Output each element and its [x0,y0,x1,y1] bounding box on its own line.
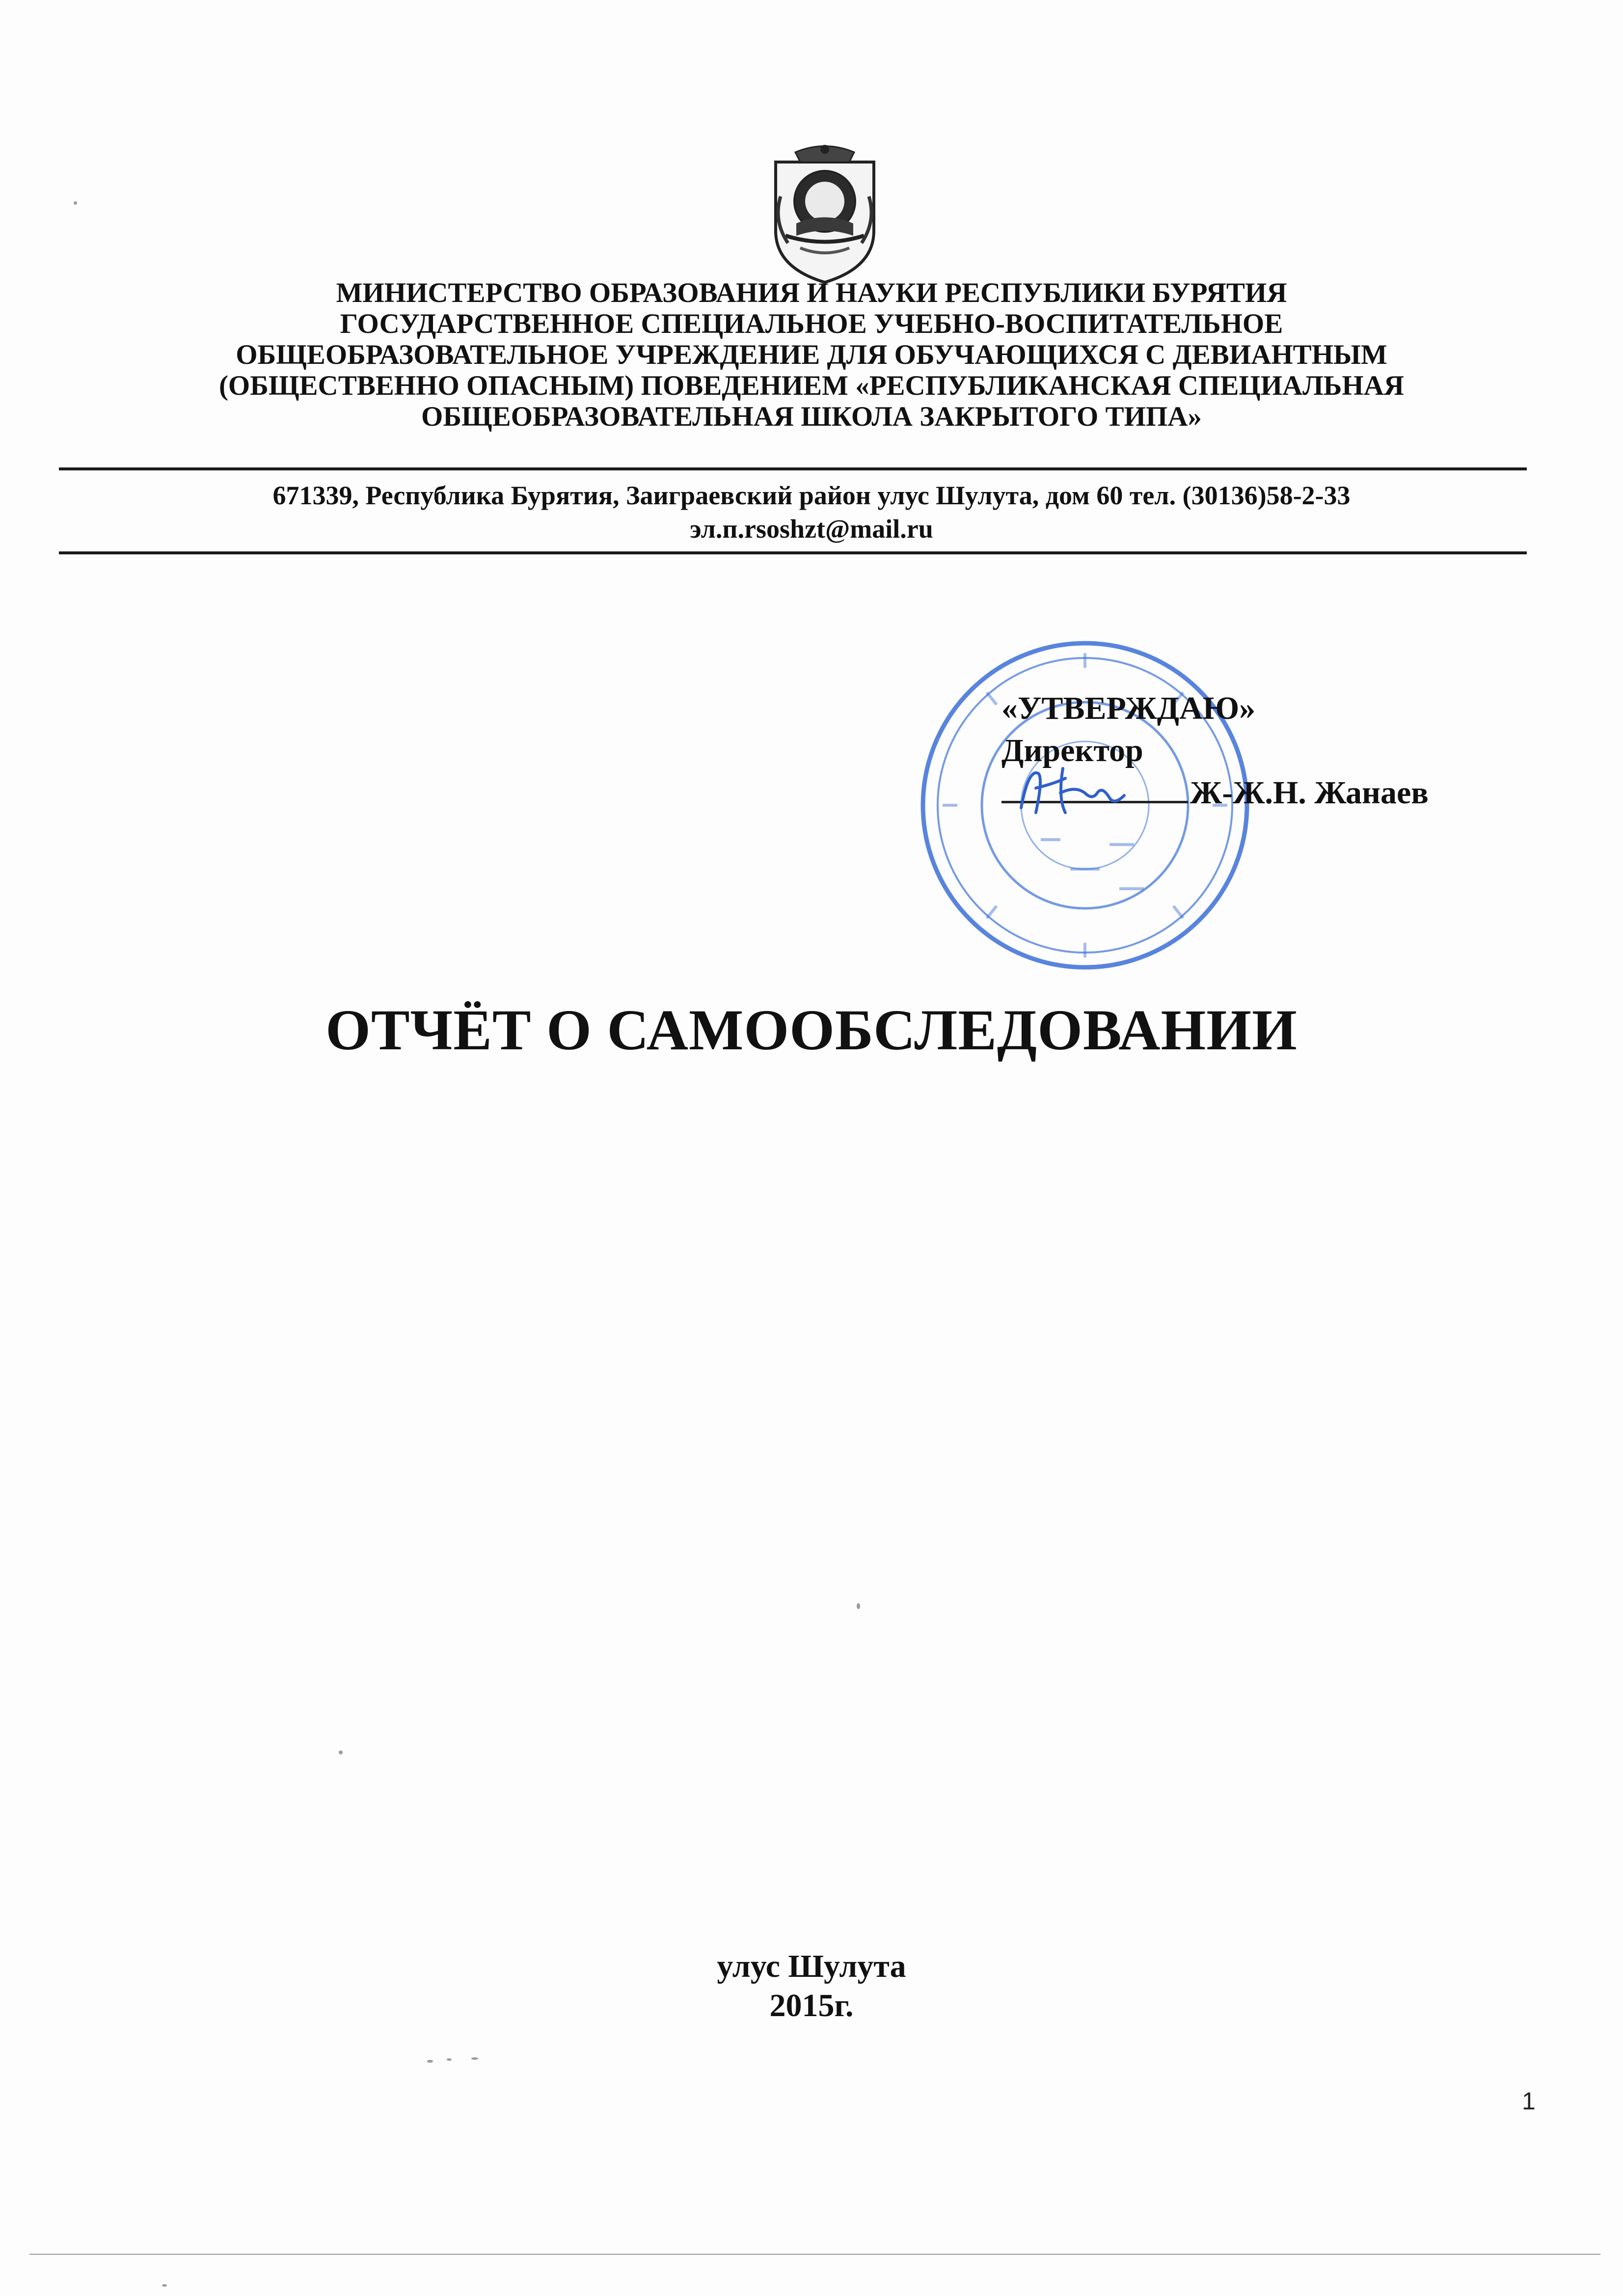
header-line: ГОСУДАРСТВЕННОЕ СПЕЦИАЛЬНОЕ УЧЕБНО-ВОСПИТАТЕЛЬНОЕ [340,308,1283,339]
scan-speck [162,2284,167,2287]
footer-place: улус Шулута [717,1948,906,1984]
header-line: ОБЩЕОБРАЗОВАТЕЛЬНАЯ ШКОЛА ЗАКРЫТОГО ТИПА» [421,401,1202,432]
page-number: 1 [1522,2087,1536,2115]
email-line: эл.п.rsoshzt@mail.ru [690,514,933,544]
approval-position: Директор [1001,733,1143,768]
signature-mark [1011,759,1139,822]
scan-speck [471,2057,478,2060]
republic-emblem-icon [766,142,884,285]
footer-block [0,1947,1623,2025]
address-block [49,479,1574,546]
scan-speck [857,1603,860,1609]
director-name: Ж-Ж.Н. Жанаев [1190,775,1429,811]
institution-header [49,277,1574,432]
header-divider-top [59,467,1527,470]
header-line: (ОБЩЕСТВЕННО ОПАСНЫМ) ПОВЕДЕНИЕМ «РЕСПУБЛИКАНСКАЯ СПЕЦИАЛЬНАЯ [218,370,1405,401]
approval-heading: «УТВЕРЖДАЮ» [1001,690,1256,726]
scan-speck [427,2060,433,2063]
header-divider-bottom [59,551,1527,554]
document-title: ОТЧЁТ О САМООБСЛЕДОВАНИИ [325,998,1298,1062]
scan-speck [447,2058,452,2061]
scan-speck [339,1750,343,1754]
header-line: МИНИСТЕРСТВО ОБРАЗОВАНИЯ И НАУКИ РЕСПУБЛИКИ БУРЯТИЯ [336,277,1287,308]
footer-year: 2015г. [769,1988,854,2023]
address-line: 671339, Республика Бурятия, Заиграевский район улус Шулута, дом 60 тел. (30136)58-2-33 [272,481,1351,510]
header-line: ОБЩЕОБРАЗОВАТЕЛЬНОЕ УЧРЕЖДЕНИЕ ДЛЯ ОБУЧАЮЩИХСЯ С ДЕВИАНТНЫМ [236,339,1387,370]
scan-edge-line [29,2254,1600,2255]
scan-speck [74,201,77,205]
